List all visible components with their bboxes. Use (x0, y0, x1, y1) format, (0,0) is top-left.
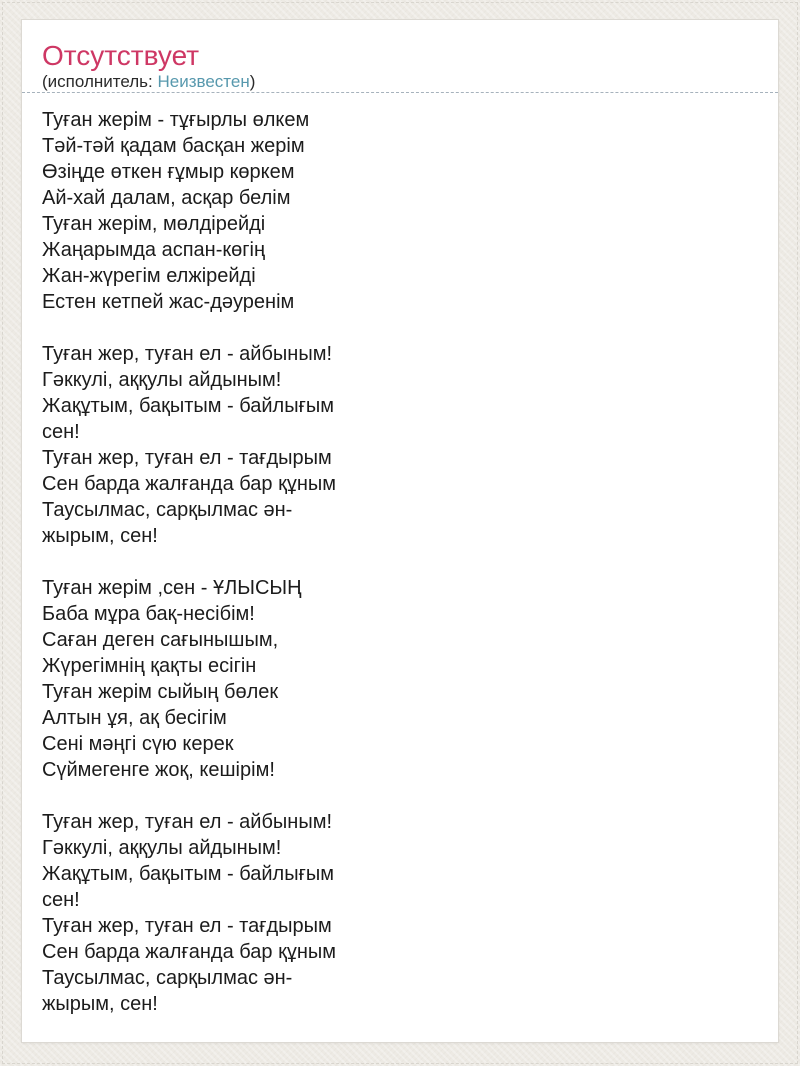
lyric-line (42, 549, 758, 575)
lyric-line: Сен барда жалғанда бар құным (42, 941, 337, 963)
lyric-line: Гәккулі, аққулы айдыным! (42, 837, 282, 859)
lyric-line (42, 783, 758, 809)
artist-line (42, 72, 758, 92)
lyric-line (42, 315, 758, 341)
lyric-line: Сүймегенге жоқ, кешірім! (42, 759, 275, 781)
lyric-line: Алтын ұя, ақ бесігім (42, 707, 227, 729)
lyric-line: жырым, сен! (42, 525, 158, 547)
lyric-line: Туған жерім сыйың бөлек (42, 681, 279, 703)
song-header (22, 20, 778, 93)
lyrics-text (22, 93, 778, 1017)
lyric-line: Туған жерім ,сен - ҰЛЫСЫҢ (42, 577, 302, 599)
lyric-line: Өзіңде өткен ғұмыр көркем (42, 161, 295, 183)
lyric-line: сен! (42, 421, 80, 443)
page-title: Отсутствует (42, 40, 200, 71)
lyric-line: Ай-хай далам, асқар белім (42, 187, 291, 209)
lyric-line: сен! (42, 889, 80, 911)
artist-link[interactable]: Неизвестен (157, 72, 250, 91)
lyric-line: Туған жер, туған ел - айбыным! (42, 811, 333, 833)
lyric-line: Естен кетпей жас-дәуренім (42, 291, 295, 313)
lyric-line: Жақұтым, бақытым - байлығым (42, 395, 335, 417)
lyric-line: Тәй-тәй қадам басқан жерім (42, 135, 305, 157)
lyric-line: Туған жер, туған ел - тағдырым (42, 915, 332, 937)
lyric-line: Туған жер, туған ел - айбыным! (42, 343, 333, 365)
lyric-line: Жаңарымда аспан-көгің (42, 239, 266, 261)
lyric-line: Жүрегімнің қақты есігін (42, 655, 257, 677)
lyrics-card (21, 19, 779, 1043)
lyric-line: Туған жерім, мөлдірейді (42, 213, 266, 235)
lyric-line: Гәккулі, аққулы айдыным! (42, 369, 282, 391)
lyric-line: Туған жерім - тұғырлы өлкем (42, 109, 310, 131)
lyric-line: Туған жер, туған ел - тағдырым (42, 447, 332, 469)
lyric-line: жырым, сен! (42, 993, 158, 1015)
lyric-line: Баба мұра бақ-несібім! (42, 603, 255, 625)
lyric-line: Жақұтым, бақытым - байлығым (42, 863, 335, 885)
artist-prefix: (исполнитель: (42, 72, 158, 91)
lyric-line: Таусылмас, сарқылмас ән- (42, 499, 293, 521)
artist-suffix: ) (249, 72, 256, 91)
lyric-line: Сен барда жалғанда бар құным (42, 473, 337, 495)
lyric-line: Сені мәңгі сүю керек (42, 733, 234, 755)
lyric-line: Саған деген сағынышым, (42, 629, 279, 651)
lyric-line: Жан-жүрегім елжірейді (42, 265, 256, 287)
lyric-line: Таусылмас, сарқылмас ән- (42, 967, 293, 989)
